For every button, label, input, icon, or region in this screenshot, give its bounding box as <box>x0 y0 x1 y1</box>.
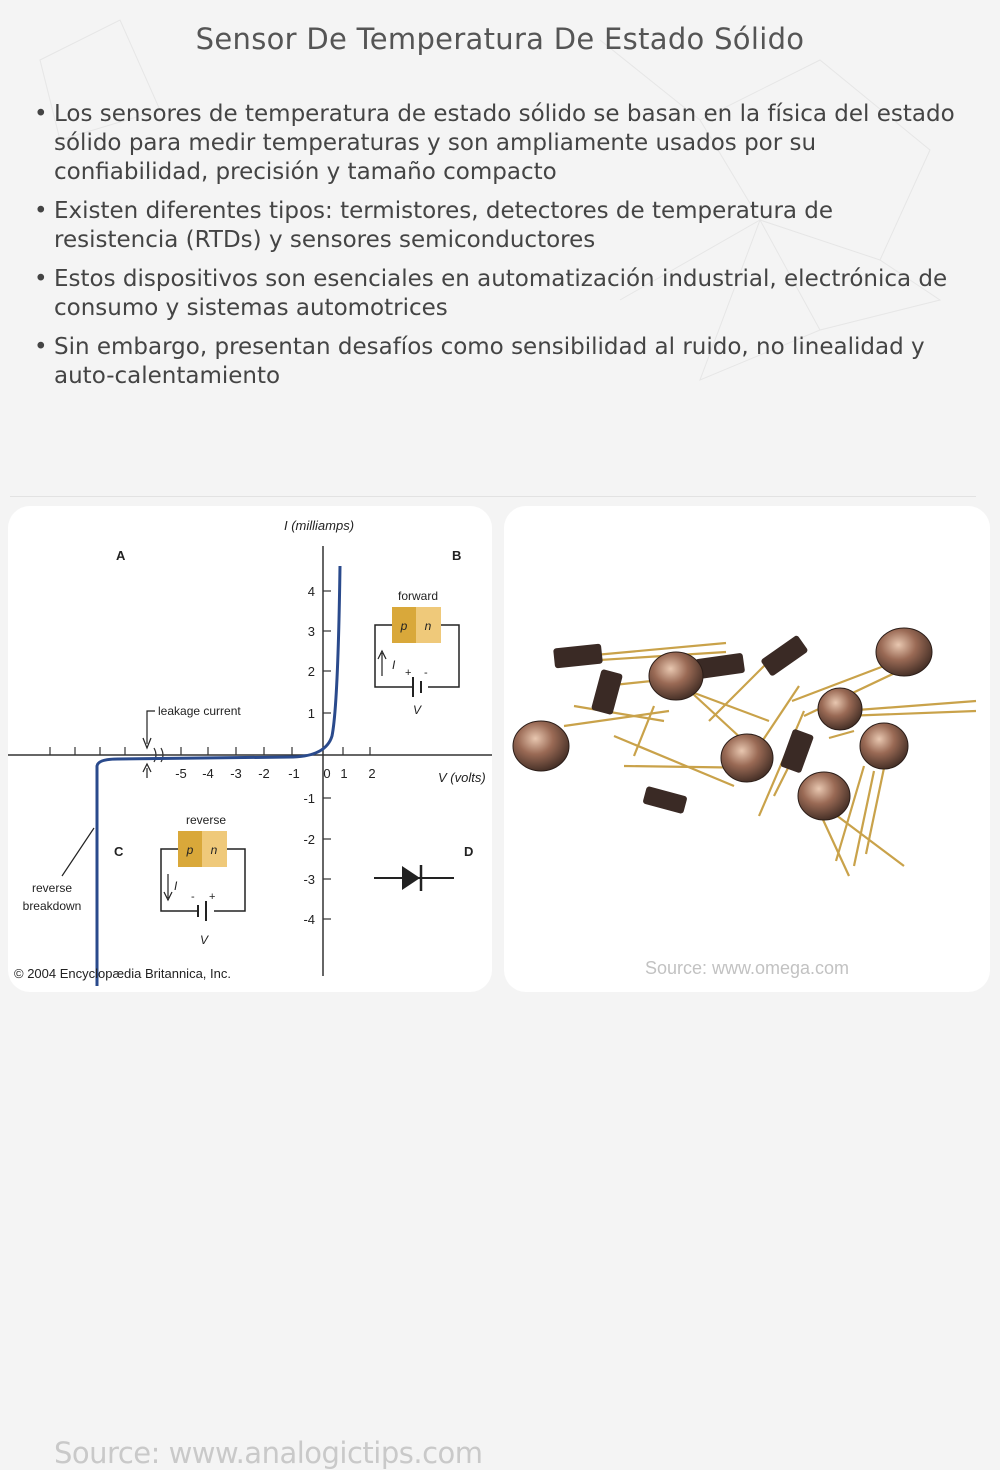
copyright-label: © 2004 Encyclopædia Britannica, Inc. <box>14 966 231 981</box>
minus-label: - <box>424 667 428 679</box>
x-tick-label: -2 <box>258 766 270 781</box>
bullet-item <box>34 333 964 391</box>
forward-label: forward <box>397 589 439 603</box>
x-tick-label: 0 <box>323 766 331 781</box>
y-tick-label: 2 <box>307 664 315 679</box>
reverse-bias-circuit <box>161 813 245 947</box>
reverse-label: reverse <box>185 813 227 827</box>
bullet-dot: • <box>34 266 48 292</box>
plus-label: + <box>405 667 412 679</box>
x-tick-label: -3 <box>230 766 242 781</box>
voltage-label: V <box>413 703 422 717</box>
diode-iv-figure-card <box>8 506 492 1470</box>
forward-bias-circuit <box>375 589 459 717</box>
x-axis-label: V (volts) <box>438 770 486 785</box>
x-tick-label: -5 <box>175 766 187 781</box>
breakdown-label: breakdown <box>22 899 82 913</box>
p-label: p <box>186 843 194 857</box>
current-label: I <box>174 879 178 893</box>
y-axis-label: I (milliamps) <box>284 518 355 533</box>
y-tick-label: 3 <box>307 624 315 639</box>
diode-iv-diagram <box>8 506 492 992</box>
quadrant-label-a: A <box>116 548 126 563</box>
y-tick-label: -4 <box>303 912 315 927</box>
y-tick-label: -1 <box>303 791 315 806</box>
bullet-dot: • <box>34 334 48 360</box>
quadrant-label-c: C <box>114 844 124 859</box>
bullet-text: Estos dispositivos son esenciales en automatización industrial, electrónica de consumo y sistemas automotrices <box>54 266 948 321</box>
plus-label: + <box>209 891 216 903</box>
bullet-dot: • <box>34 198 48 224</box>
bullet-dot: • <box>34 101 48 127</box>
y-tick-label: 1 <box>307 706 315 721</box>
diode-symbol <box>374 865 454 891</box>
p-label: p <box>400 619 408 633</box>
bullet-text: Existen diferentes tipos: termistores, detectores de temperatura de resistencia (RTDs) y sensores semiconductores <box>54 198 834 253</box>
breakdown-pointer <box>62 828 94 876</box>
x-tick-label: 1 <box>340 766 348 781</box>
minus-label: - <box>191 891 195 903</box>
bullet-list <box>34 100 964 401</box>
sensors-photo <box>504 506 990 992</box>
y-tick-label: -2 <box>303 832 315 847</box>
x-tick-label: 2 <box>368 766 376 781</box>
breakdown-label: reverse <box>31 881 73 895</box>
x-tick-label: -1 <box>288 766 300 781</box>
n-label: n <box>424 619 432 633</box>
x-tick-label: -4 <box>202 766 214 781</box>
y-tick-label: -3 <box>303 872 315 887</box>
quadrant-label-b: B <box>452 548 462 563</box>
source-label: Source: www.analogictips.com <box>54 1436 483 1470</box>
source-label: Source: www.omega.com <box>644 958 850 978</box>
n-label: n <box>210 843 218 857</box>
bullet-item <box>34 197 964 255</box>
leakage-current-label: leakage current <box>158 704 241 718</box>
bullet-item <box>34 100 964 187</box>
bullet-text: Los sensores de temperatura de estado sólido se basan en la física del estado sólido para medir temperaturas y son ampliamente usados por su confiabilidad, precisión y tamaño compacto <box>54 101 955 185</box>
section-divider <box>10 496 976 497</box>
voltage-label: V <box>200 933 209 947</box>
quadrant-label-d: D <box>464 844 474 859</box>
bullet-item <box>34 265 964 323</box>
page-title: Sensor De Temperatura De Estado Sólido <box>195 22 805 56</box>
y-tick-label: 4 <box>307 584 315 599</box>
bullet-text: Sin embargo, presentan desafíos como sensibilidad al ruido, no linealidad y auto-calentamiento <box>54 334 925 389</box>
sensors-photo-card <box>504 506 990 992</box>
current-label: I <box>392 658 396 672</box>
